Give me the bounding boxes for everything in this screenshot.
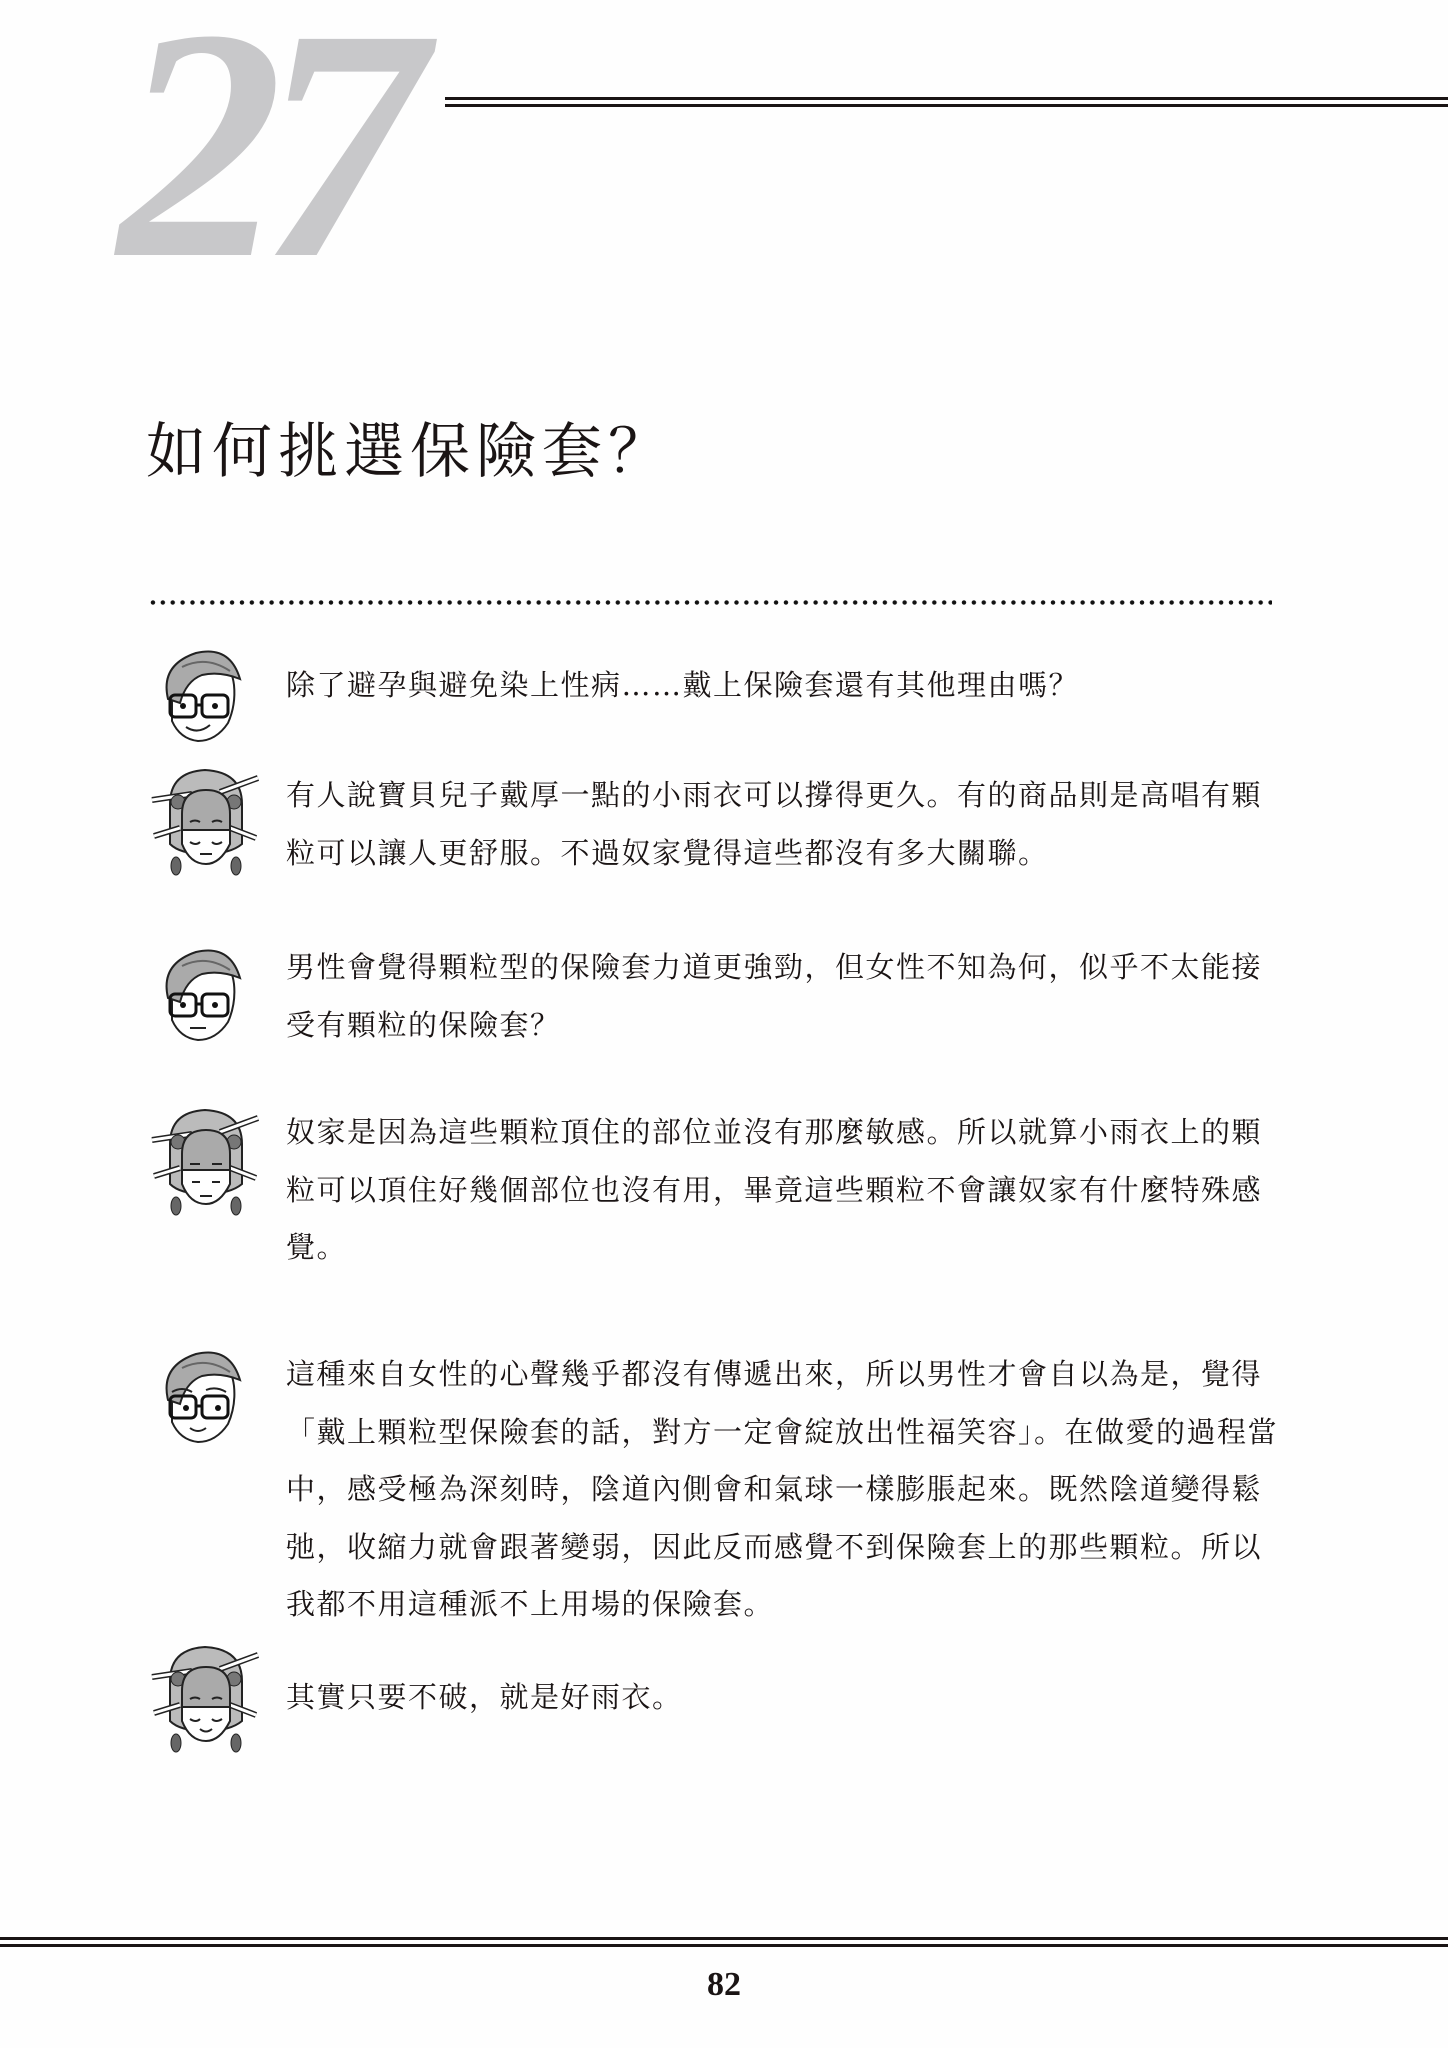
man-with-glasses-avatar-icon [150,645,250,745]
bottom-double-rule [0,1937,1448,1948]
page-title: 如何挑選保險套？ [146,417,674,487]
dialogue-text: 除了避孕與避免染上性病……戴上保險套還有其他理由嗎？ [286,668,1080,702]
dialogue-text: 這種來自女性的心聲幾乎都沒有傳遞出來，所以男性才會自以為是，覺得「戴上顆粒型保險套的話，對方一定會綻放出性福笑容」。在做愛的過程當中，感受極為深刻時，陰道內側會和氣球一樣膨脹起來。既然陰道變得鬆弛，收縮力就會跟著變弱，因此反而感覺不到保險套上的那些顆粒。所以我都不用這種派不上用場的保險套。 [286,1357,1279,1621]
geisha-woman-avatar-icon [150,1641,260,1756]
dialogue-text: 奴家是因為這些顆粒頂住的部位並沒有那麼敏感。所以就算小雨衣上的顆粒可以頂住好幾個部位也沒有用，畢竟這些顆粒不會讓奴家有什麼特殊感覺。 [286,1115,1263,1264]
chapter-number: 27 [118,0,404,327]
dotted-divider [148,600,1272,605]
geisha-woman-avatar-icon [150,1104,260,1219]
man-with-glasses-avatar-icon [150,1346,250,1446]
dialogue-text: 其實只要不破，就是好雨衣。 [286,1680,683,1714]
dialogue-text: 男性會覺得顆粒型的保險套力道更強勁，但女性不知為何，似乎不太能接受有顆粒的保險套？ [286,950,1263,1042]
man-with-glasses-avatar-icon [150,944,250,1044]
geisha-woman-avatar-icon [150,764,260,879]
top-double-rule [445,97,1448,108]
page-number: 82 [707,1966,741,2003]
dialogue-text: 有人說寶貝兒子戴厚一點的小雨衣可以撐得更久。有的商品則是高唱有顆粒可以讓人更舒服。不過奴家覺得這些都沒有多大關聯。 [286,778,1263,870]
